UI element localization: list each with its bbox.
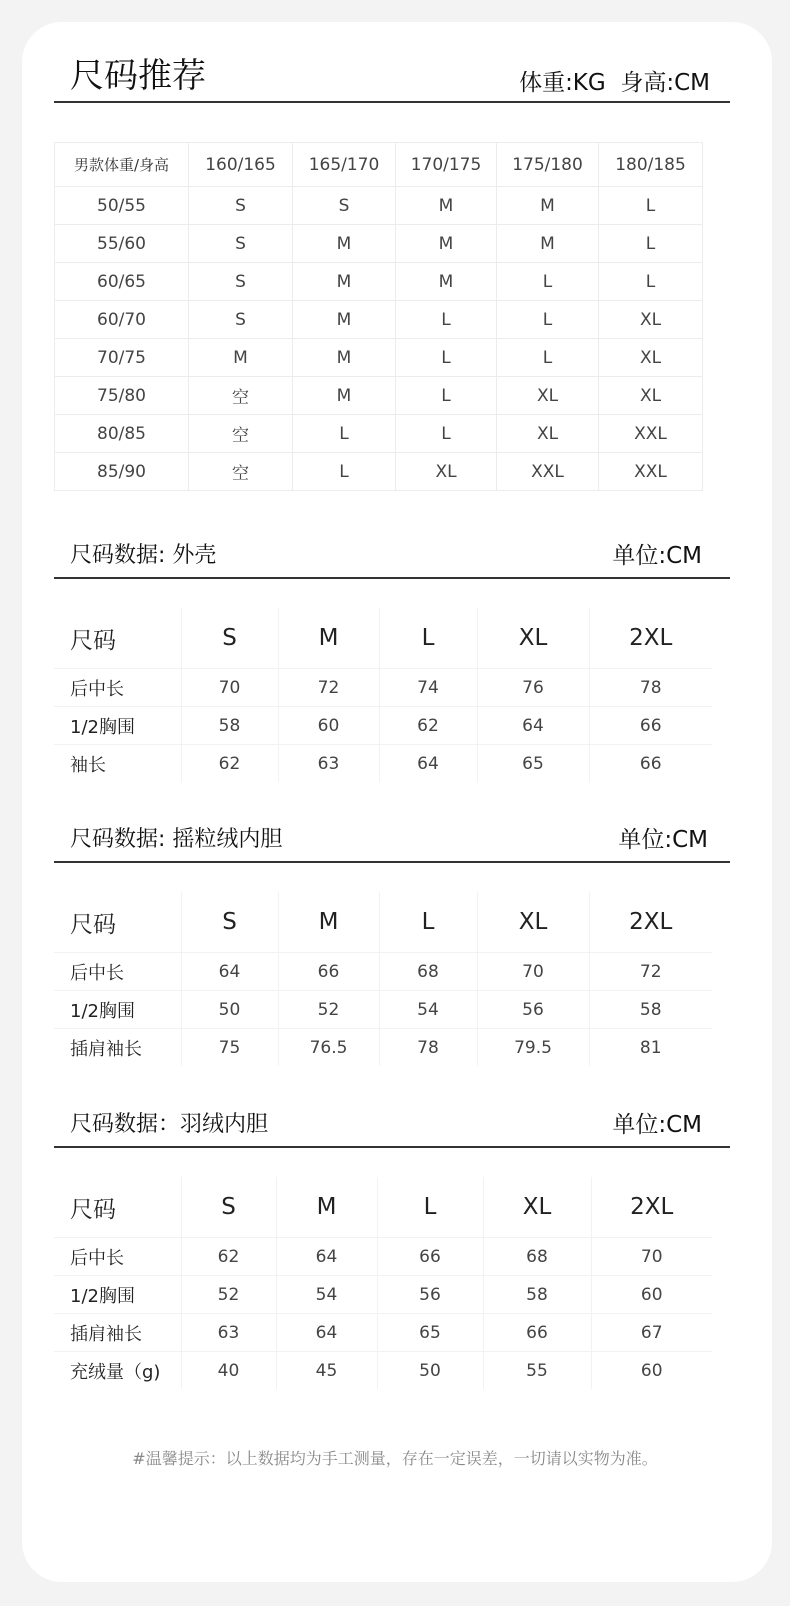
weight-row-label: 60/65	[55, 263, 189, 301]
size-cell: M	[293, 301, 396, 339]
weight-row-label: 60/70	[55, 301, 189, 339]
measurement-value: 68	[379, 953, 477, 991]
measurement-value: 56	[377, 1276, 483, 1314]
measurement-value: 56	[477, 991, 589, 1029]
table-row	[54, 1276, 712, 1314]
measurement-value: 50	[181, 991, 278, 1029]
section-fleece-header	[54, 819, 730, 863]
measurement-label: 充绒量（g)	[54, 1352, 181, 1390]
size-cell: S	[189, 187, 293, 225]
table-row	[55, 339, 703, 377]
weight-row-label: 85/90	[55, 453, 189, 491]
table-row	[54, 707, 712, 745]
measurement-value: 64	[276, 1238, 377, 1276]
measurement-value: 70	[181, 669, 278, 707]
size-header-row	[54, 1177, 712, 1238]
measurement-value: 66	[483, 1314, 591, 1352]
size-label: 尺码	[70, 1196, 116, 1223]
measurement-value: 74	[379, 669, 477, 707]
section-unit: 单位:CM	[612, 1112, 702, 1138]
size-cell: L	[396, 415, 497, 453]
header-units: 体重:KG 身高:CM	[519, 70, 710, 96]
size-column-header: M	[278, 892, 379, 953]
size-cell: M	[293, 377, 396, 415]
size-cell: L	[293, 453, 396, 491]
shell-size-table	[54, 608, 712, 782]
measurement-value: 78	[589, 669, 712, 707]
table-row	[54, 1314, 712, 1352]
size-label: 尺码	[70, 911, 116, 938]
size-cell: 空	[189, 377, 293, 415]
size-column-header: M	[278, 608, 379, 669]
section-title: 尺码数据: 外壳	[70, 543, 217, 568]
measurement-value: 60	[591, 1276, 712, 1314]
size-column-header: 2XL	[591, 1177, 712, 1238]
size-cell: M	[396, 263, 497, 301]
table-row	[54, 669, 712, 707]
size-cell: S	[293, 187, 396, 225]
size-column-header: S	[181, 608, 278, 669]
measurement-value: 65	[377, 1314, 483, 1352]
size-cell: S	[189, 225, 293, 263]
table-row	[55, 453, 703, 491]
measurement-value: 66	[278, 953, 379, 991]
measurement-value: 54	[276, 1276, 377, 1314]
table-row	[55, 225, 703, 263]
measurement-value: 72	[589, 953, 712, 991]
measurement-value: 52	[181, 1276, 276, 1314]
measurement-value: 79.5	[477, 1029, 589, 1067]
weight-row-label: 55/60	[55, 225, 189, 263]
size-cell: L	[396, 377, 497, 415]
height-column-header: 170/175	[396, 143, 497, 187]
table-row	[54, 1352, 712, 1390]
measurement-value: 76	[477, 669, 589, 707]
measurement-value: 66	[377, 1238, 483, 1276]
size-header-row	[54, 892, 712, 953]
measurement-value: 65	[477, 745, 589, 783]
measurement-value: 40	[181, 1352, 276, 1390]
measurement-value: 64	[477, 707, 589, 745]
size-cell: M	[293, 339, 396, 377]
table-row	[54, 1029, 712, 1067]
size-cell: S	[189, 263, 293, 301]
measurement-value: 62	[379, 707, 477, 745]
measurement-label: 后中长	[54, 669, 181, 707]
table-header-row	[55, 143, 703, 187]
measurement-value: 70	[591, 1238, 712, 1276]
size-cell: L	[497, 301, 599, 339]
measurement-value: 55	[483, 1352, 591, 1390]
size-column-header: M	[276, 1177, 377, 1238]
section-unit: 单位:CM	[612, 543, 702, 569]
size-cell: S	[189, 301, 293, 339]
footnote: #温馨提示：以上数据均为手工测量，存在一定误差，一切请以实物为准。	[132, 1449, 658, 1468]
table-row	[55, 263, 703, 301]
measurement-value: 58	[483, 1276, 591, 1314]
size-column-header: L	[379, 892, 477, 953]
page-title: 尺码推荐	[70, 56, 206, 96]
measurement-value: 60	[278, 707, 379, 745]
table-row	[54, 953, 712, 991]
size-cell: XXL	[599, 415, 703, 453]
measurement-value: 62	[181, 745, 278, 783]
table-row	[54, 991, 712, 1029]
measurement-value: 58	[181, 707, 278, 745]
height-column-header: 165/170	[293, 143, 396, 187]
measurement-value: 75	[181, 1029, 278, 1067]
size-cell: M	[293, 225, 396, 263]
measurement-label: 后中长	[54, 1238, 181, 1276]
height-column-header: 175/180	[497, 143, 599, 187]
size-cell: XL	[396, 453, 497, 491]
size-cell: M	[497, 187, 599, 225]
size-column-header: L	[377, 1177, 483, 1238]
table-row	[54, 745, 712, 783]
measurement-value: 63	[181, 1314, 276, 1352]
size-column-header: XL	[483, 1177, 591, 1238]
height-column-header: 160/165	[189, 143, 293, 187]
measurement-value: 70	[477, 953, 589, 991]
size-recommend-table	[54, 142, 703, 491]
measurement-value: 52	[278, 991, 379, 1029]
measurement-label: 袖长	[54, 745, 181, 783]
size-cell: XL	[599, 377, 703, 415]
size-cell: M	[396, 187, 497, 225]
measurement-value: 58	[589, 991, 712, 1029]
size-cell: M	[497, 225, 599, 263]
weight-row-label: 50/55	[55, 187, 189, 225]
size-column-header: XL	[477, 608, 589, 669]
measurement-value: 62	[181, 1238, 276, 1276]
measurement-value: 64	[181, 953, 278, 991]
table-row	[55, 415, 703, 453]
size-cell: XL	[497, 415, 599, 453]
size-cell: L	[599, 225, 703, 263]
size-label: 尺码	[70, 627, 116, 654]
table-row	[55, 377, 703, 415]
measurement-value: 45	[276, 1352, 377, 1390]
height-column-header: 180/185	[599, 143, 703, 187]
size-cell: M	[396, 225, 497, 263]
weight-row-label: 70/75	[55, 339, 189, 377]
section-unit: 单位:CM	[618, 827, 708, 853]
table-row	[55, 301, 703, 339]
measurement-value: 66	[589, 745, 712, 783]
section-down-header	[54, 1104, 730, 1148]
table-row	[55, 187, 703, 225]
size-cell: L	[599, 187, 703, 225]
measurement-label: 1/2胸围	[54, 707, 181, 745]
weight-row-label: 75/80	[55, 377, 189, 415]
measurement-value: 54	[379, 991, 477, 1029]
measurement-value: 64	[379, 745, 477, 783]
size-cell: XXL	[497, 453, 599, 491]
size-cell: XL	[497, 377, 599, 415]
size-cell: 空	[189, 453, 293, 491]
section-shell-header	[54, 535, 730, 579]
size-column-header: S	[181, 1177, 276, 1238]
size-cell: XL	[599, 339, 703, 377]
measurement-value: 50	[377, 1352, 483, 1390]
size-cell: M	[189, 339, 293, 377]
size-cell: M	[293, 263, 396, 301]
measurement-label: 插肩袖长	[54, 1314, 181, 1352]
measurement-label: 1/2胸围	[54, 1276, 181, 1314]
section-title: 尺码数据: 摇粒绒内胆	[70, 827, 283, 852]
measurement-value: 81	[589, 1029, 712, 1067]
section-title: 尺码数据：羽绒内胆	[70, 1112, 269, 1137]
size-cell: L	[497, 339, 599, 377]
measurement-value: 60	[591, 1352, 712, 1390]
measurement-value: 78	[379, 1029, 477, 1067]
weight-row-label: 80/85	[55, 415, 189, 453]
size-column-header: S	[181, 892, 278, 953]
measurement-value: 63	[278, 745, 379, 783]
size-cell: L	[396, 301, 497, 339]
measurement-value: 67	[591, 1314, 712, 1352]
size-cell: XL	[599, 301, 703, 339]
measurement-value: 72	[278, 669, 379, 707]
size-cell: L	[599, 263, 703, 301]
measurement-label: 1/2胸围	[54, 991, 181, 1029]
size-cell: L	[396, 339, 497, 377]
table-row	[54, 1238, 712, 1276]
size-header-row	[54, 608, 712, 669]
corner-label: 男款体重/身高	[55, 143, 189, 187]
measurement-label: 插肩袖长	[54, 1029, 181, 1067]
fleece-size-table	[54, 892, 712, 1066]
size-cell: 空	[189, 415, 293, 453]
size-column-header: XL	[477, 892, 589, 953]
size-column-header: 2XL	[589, 892, 712, 953]
measurement-value: 64	[276, 1314, 377, 1352]
size-column-header: 2XL	[589, 608, 712, 669]
size-cell: XXL	[599, 453, 703, 491]
size-cell: L	[293, 415, 396, 453]
measurement-value: 68	[483, 1238, 591, 1276]
measurement-value: 76.5	[278, 1029, 379, 1067]
size-recommend-header	[54, 50, 730, 103]
down-size-table	[54, 1177, 712, 1389]
size-cell: L	[497, 263, 599, 301]
size-column-header: L	[379, 608, 477, 669]
measurement-value: 66	[589, 707, 712, 745]
measurement-label: 后中长	[54, 953, 181, 991]
